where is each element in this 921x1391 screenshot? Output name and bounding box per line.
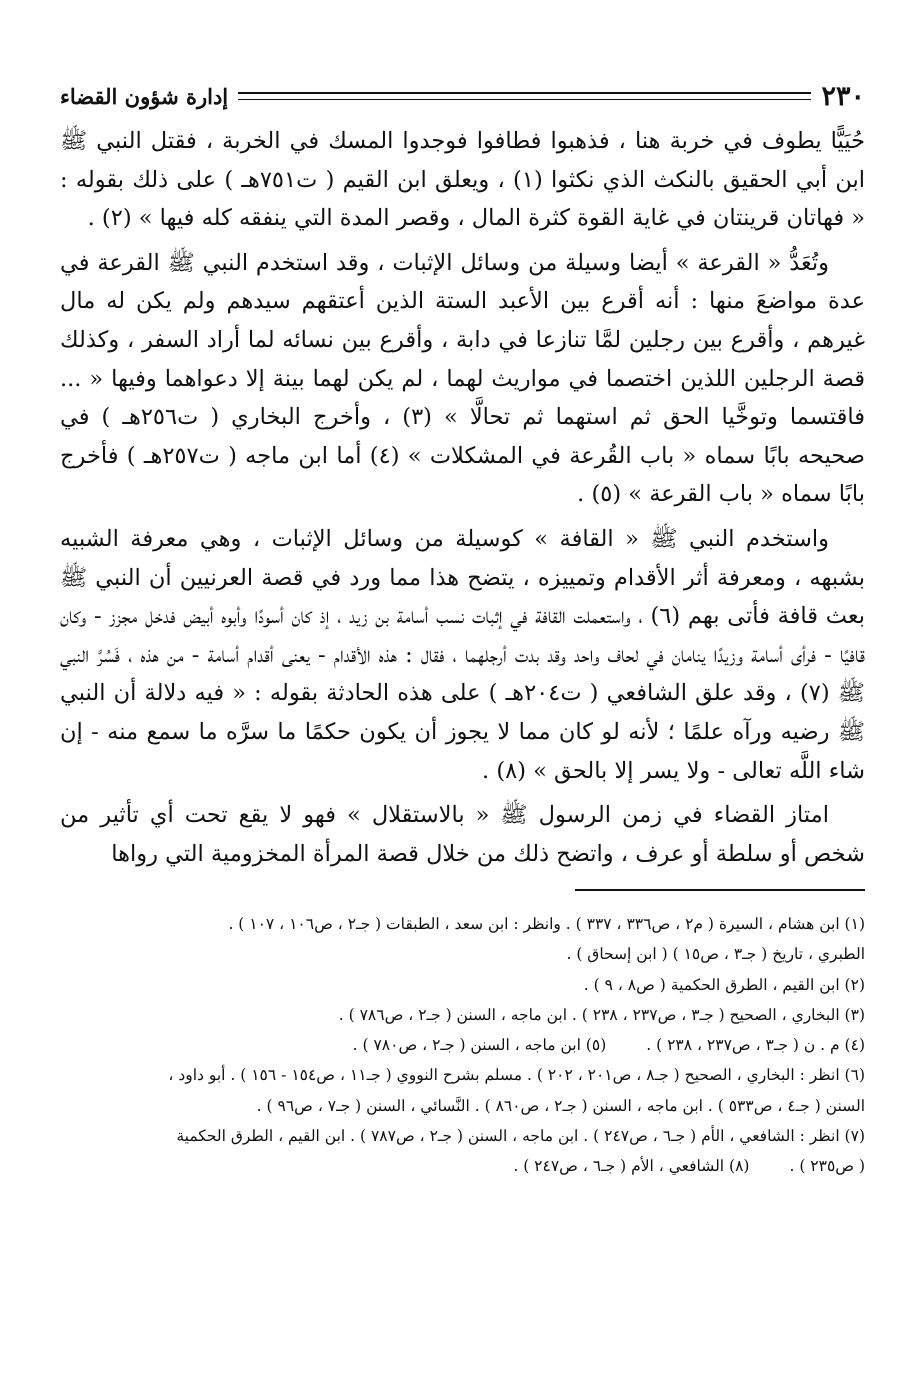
paragraph-continuation: حُيَيًّا يطوف في خربة هنا ، فذهبوا فطافوا فوجدوا المسك في الخربة ، فقتل النبي ﷺ ابن أبي الحقيق بالنكث الذي نكثوا (١) ، ويعلق ابن القيم ( ت٧٥١هـ ) على ذلك بقوله : « فهاتان قرينتان في غاية القوة كثرة المال ، وقصر المدة التي ينفقه كله فيها » (٢) .: [60, 128, 865, 232]
footnotes: [60, 909, 865, 1181]
book-page: [60, 78, 865, 1368]
footnote-1: (١) ابن هشام ، السيرة ( م٢ ، ص٣٣٦ ، ٣٣٧ ) . وانظر : ابن سعد ، الطبقات ( جـ٢ ، ص١٠٦ ، ١٠٧ ) .: [228, 915, 865, 934]
footnote-5: (٥) ابن ماجه ، السنن ( جـ٢ ، ص٧٨٠ ) .: [352, 1036, 607, 1055]
page-number: ٢٣٠: [821, 80, 865, 112]
footnote-6-cont: السنن ( جـ٤ ، ص٥٣٣ ) . ابن ماجه ، السنن ( جـ٢ ، ص٨٦٠ ) . النَّسائي ، السنن ( جـ٧ ، ص٩٦ ) .: [256, 1096, 865, 1115]
paragraph-lottery: وتُعَدُّ « القرعة » أيضا وسيلة من وسائل الإثبات ، وقد استخدم النبي ﷺ القرعة في عدة مواضعَ منها : أنه أقرع بين الأعبد الستة الذين أعتقهم سيدهم ولم يكن له مال غيرهم ، وأقرع بين رجلين لمَّا تنازعا في دابة ، وأقرع بين نسائه لما أراد السفر ، وكذلك قصة الرجلين اللذين اختصما في مواريث لهما ، لم يكن لهما بينة إلا دعواهما وفيها « ... فاقتسما وتوخَّيا الحق ثم استهما ثم تحالَّا » (٣) ، وأخرج البخاري ( ت٢٥٦هـ ) في صحيحه بابًا سماه « باب القُرعة في المشكلات » (٤) أما ابن ماجه ( ت٢٥٧هـ ) فأخرج بابًا سماه « باب القرعة » (٥) .: [60, 249, 865, 508]
page-header: [60, 78, 865, 114]
footnote-3: (٣) البخاري ، الصحيح ( جـ٣ ، ص٢٣٧ ، ٢٣٨ ) . ابن ماجه ، السنن ( جـ٢ ، ص٧٨٦ ) .: [338, 1005, 865, 1024]
paragraph-qafa: واستخدم النبي ﷺ « القافة » كوسيلة من وسائل الإثبات ، وهي معرفة الشبيه بشبهه ، ومعرفة أثر الأقدام وتمييزه ، يتضح هذا مما ورد في قصة العرنيين أن النبي ﷺ بعث قافة فأتى بهم (٦) ، واستعملت القافة في إثبات نسب أسامة بن زيد ، إذ كان أسودًا وأبوه أبيض فدخل مجزز - وكان قافيًا - فرأى أسامة وزيدًا ينامان في لحاف واحد وقد بدت أرجلهما ، فقال : هذه الأقدام - يعنى أقدام أسامة - من هذه ، فَسُرَّ النبي ﷺ (٧) ، وقد علق الشافعي ( ت٢٠٤هـ ) على هذه الحادثة بقوله : « فيه دلالة أن النبي ﷺ رضيه ورآه علمًا ؛ لأنه لو كان مما لا يجوز أن يكون حكمًا ما سرَّه ما سمع منه - إن شاء اللَّه تعالى - ولا يسر إلا بالحق » (٨) .: [60, 525, 866, 784]
footnote-4: (٤) م . ن ( جـ٣ ، ص٢٣٧ ، ٢٣٨ ) .: [646, 1036, 865, 1055]
footnote-row-4-5: [60, 1030, 865, 1060]
main-text: [60, 122, 865, 873]
footnote-row-7-8: [60, 1151, 865, 1181]
header-rule: [238, 92, 811, 100]
footnote-6: (٦) انظر : البخاري ، الصحيح ( جـ٨ ، ص٢٠١ ، ٢٠٢ ) . مسلم بشرح النووي ( جـ١١ ، ص١٥٤ - ١٥٦ ) . أبو داود ،: [168, 1066, 865, 1085]
running-title: إدارة شؤون القضاء: [60, 83, 229, 109]
footnote-2: (٢) ابن القيم ، الطرق الحكمية ( ص٨ ، ٩ ) .: [583, 975, 865, 994]
footnote-7-cont: ( ص٢٣٥ ) .: [789, 1156, 865, 1175]
footnote-8: (٨) الشافعي ، الأم ( جـ٦ ، ص٢٤٧ ) .: [513, 1156, 750, 1175]
footnote-separator: [575, 889, 865, 891]
footnote-7: (٧) انظر : الشافعي ، الأم ( جـ٦ ، ص٢٤٧ ) . ابن ماجه ، السنن ( جـ٢ ، ص٧٨٧ ) . ابن القيم ، الطرق الحكمية: [176, 1126, 865, 1145]
paragraph-independence: امتاز القضاء في زمن الرسول ﷺ « بالاستقلال » فهو لا يقع تحت أي تأثير من شخص أو سلطة أو عرف ، واتضح ذلك من خلال قصة المرأة المخزومية التي رواها: [60, 802, 865, 867]
footnote-1-cont: الطبري ، تاريخ ( جـ٣ ، ص١٥ ) ( ابن إسحاق ) .: [566, 945, 865, 964]
